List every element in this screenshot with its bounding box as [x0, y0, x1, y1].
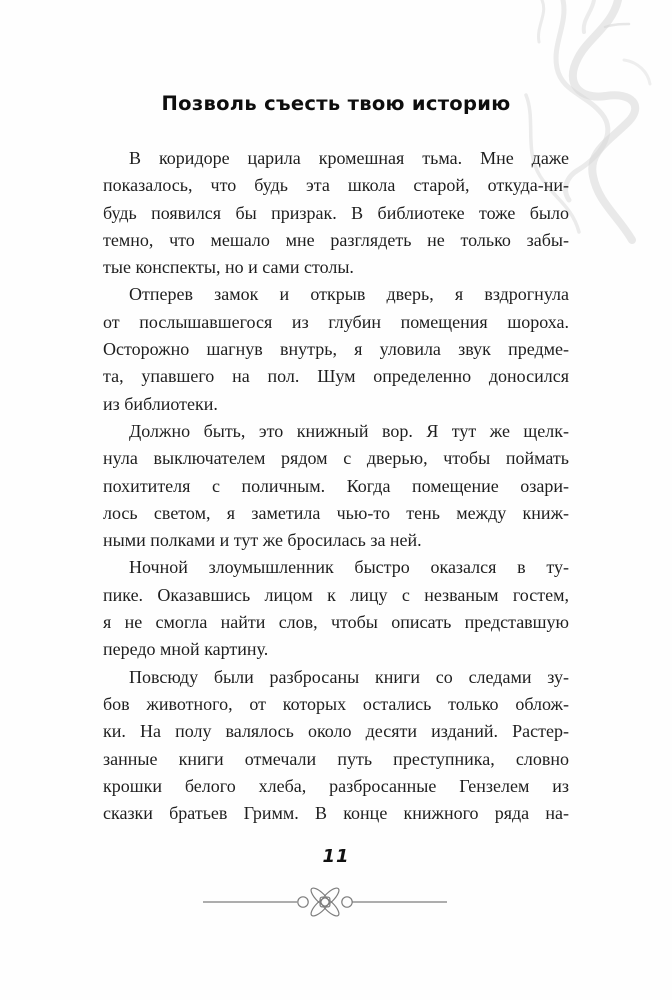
text-line: тые конспекты, но и сами столы. [103, 257, 354, 278]
text-line: передо мной картину. [103, 639, 269, 660]
text-line: Повсюду были разбросаны книги со следами зу- [129, 666, 569, 687]
text-line: будь появился бы призрак. В библиотеке тоже было [103, 202, 569, 223]
text-line: похитителя с поличным. Когда помещение озари- [103, 475, 569, 496]
text-line: темно, что мешало мне разглядеть не только забы- [103, 229, 569, 250]
text-line: я не смогла найти слов, чтобы описать представшую [103, 612, 569, 633]
chapter-divider [200, 886, 450, 918]
text-line: от послышавшегося из глубин помещения шороха. [103, 311, 569, 332]
text-line: бов животного, от которых остались только облож- [103, 693, 569, 714]
text-line: пике. Оказавшись лицом к лицу с незваным гостем, [103, 584, 569, 605]
text-line: занные книги отмечали путь преступника, словно [103, 748, 569, 769]
text-line: лось светом, я заметила чью-то тень между книж- [103, 502, 569, 523]
paragraph [103, 281, 569, 417]
text-line: ными полками и тут же бросилась за ней. [103, 530, 422, 551]
text-line: нула выключателем рядом с дверью, чтобы поймать [103, 448, 569, 469]
text-line: В коридоре царила кромешная тьма. Мне даже [129, 148, 569, 168]
text-line: из библиотеки. [103, 393, 218, 414]
paragraph [103, 554, 569, 663]
text-line: Отперев замок и открыв дверь, я вздрогнула [129, 284, 569, 305]
text-line: крошки белого хлеба, разбросанные Гензелем из [103, 775, 569, 796]
paragraph [103, 664, 569, 828]
text-line: показалось, что будь эта школа старой, откуда-ни- [103, 175, 569, 196]
body-text [103, 145, 569, 827]
endless-knot-icon [298, 886, 352, 918]
paragraph [103, 145, 569, 281]
text-line: сказки братьев Гримм. В конце книжного ряда на- [103, 803, 569, 824]
page-number: 11 [322, 846, 350, 867]
text-line: та, упавшего на пол. Шум определенно доносился [103, 366, 569, 387]
paragraph [103, 418, 569, 554]
text-line: Должно быть, это книжный вор. Я тут же щелк- [129, 420, 569, 441]
text-line: Осторожно шагнув внутрь, я уловила звук предме- [103, 339, 569, 360]
chapter-title: Позволь съесть твою историю [161, 92, 511, 115]
text-line: Ночной злоумышленник быстро оказался в ту- [129, 557, 569, 578]
text-line: ки. На полу валялось около десяти изданий. Растер- [103, 721, 569, 742]
